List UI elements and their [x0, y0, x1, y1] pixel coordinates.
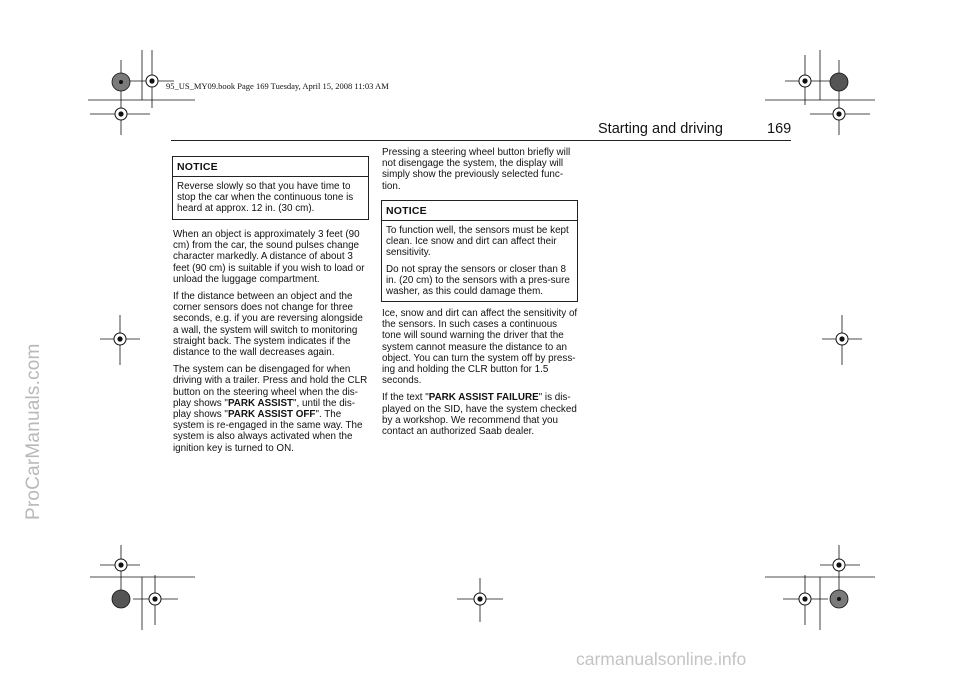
- notice-text-washer: Do not spray the sensors or closer than 8 in. (20 cm) to the sensors with a pres-sure washer, as this could damage them.: [386, 263, 570, 298]
- right-column-bottom: [382, 308, 578, 443]
- header-rule: [171, 140, 791, 141]
- section-title: Starting and driving: [598, 121, 723, 137]
- notice-body: [382, 221, 577, 301]
- paragraph-trailer-disengage: The system can be disengaged for when driving with a trailer. Press and hold the CLR button on the steering wheel when the dis-play shows "PARK ASSIST", until the dis-play shows "PARK ASSIST OFF". The system is re-engaged in the same way. The system is also always activated when the ignition key is turned to ON.: [173, 364, 368, 454]
- paragraph-sensitivity: Ice, snow and dirt can affect the sensitivity of the sensors. In such cases a continuous tone will sound warning the driver that the system cannot measure the distance to an object. You can turn the system off by press-ing and holding the CLR button for 1.5 seconds.: [382, 308, 578, 387]
- display-text-park-assist: PARK ASSIST: [227, 397, 294, 409]
- page-number: 169: [767, 121, 792, 137]
- notice-body: [173, 177, 368, 219]
- paragraph-failure: If the text "PARK ASSIST FAILURE" is dis-played on the SID, have the system checked by a workshop. We recommend that you contact an authorized Saab dealer.: [382, 392, 577, 438]
- notice-box-sensors: [381, 200, 578, 302]
- left-column: [173, 229, 369, 460]
- notice-box-reverse: [172, 156, 369, 220]
- notice-text: Reverse slowly so that you have time to stop the car when the continuous tone is heard at approx. 12 in. (30 cm).: [177, 181, 354, 215]
- paragraph-sound-pulses: When an object is approximately 3 feet (90 cm) from the car, the sound pulses change character markedly. A distance of about 3 feet (90 cm) is suitable if you wish to load or unload the luggage compartment.: [173, 229, 365, 285]
- paragraph-button-press: Pressing a steering wheel button briefly will not disengage the system, the display will simply show the previously selected func-tion.: [382, 147, 571, 192]
- paragraph-corner-sensors: If the distance between an object and the corner sensors does not change for three seconds, e.g. if you are reversing alongside a wall, the system will switch to monitoring straight back. The system indicates if the distance to the wall decreases again.: [173, 291, 363, 359]
- printer-slug-line: 95_US_MY09.book Page 169 Tuesday, April 15, 2008 11:03 AM: [166, 81, 389, 91]
- notice-heading: NOTICE: [173, 157, 368, 177]
- watermark-side: ProCarManuals.com: [23, 343, 44, 520]
- display-text-park-assist-off: PARK ASSIST OFF: [227, 409, 316, 421]
- watermark-bottom: carmanualsonline.info: [576, 649, 747, 669]
- notice-heading: NOTICE: [382, 201, 577, 221]
- notice-text-clean: To function well, the sensors must be kept clean. Ice snow and dirt can affect their sensitivity.: [386, 225, 569, 259]
- right-column-top: [382, 147, 578, 198]
- display-text-park-assist-failure: PARK ASSIST FAILURE: [428, 392, 539, 404]
